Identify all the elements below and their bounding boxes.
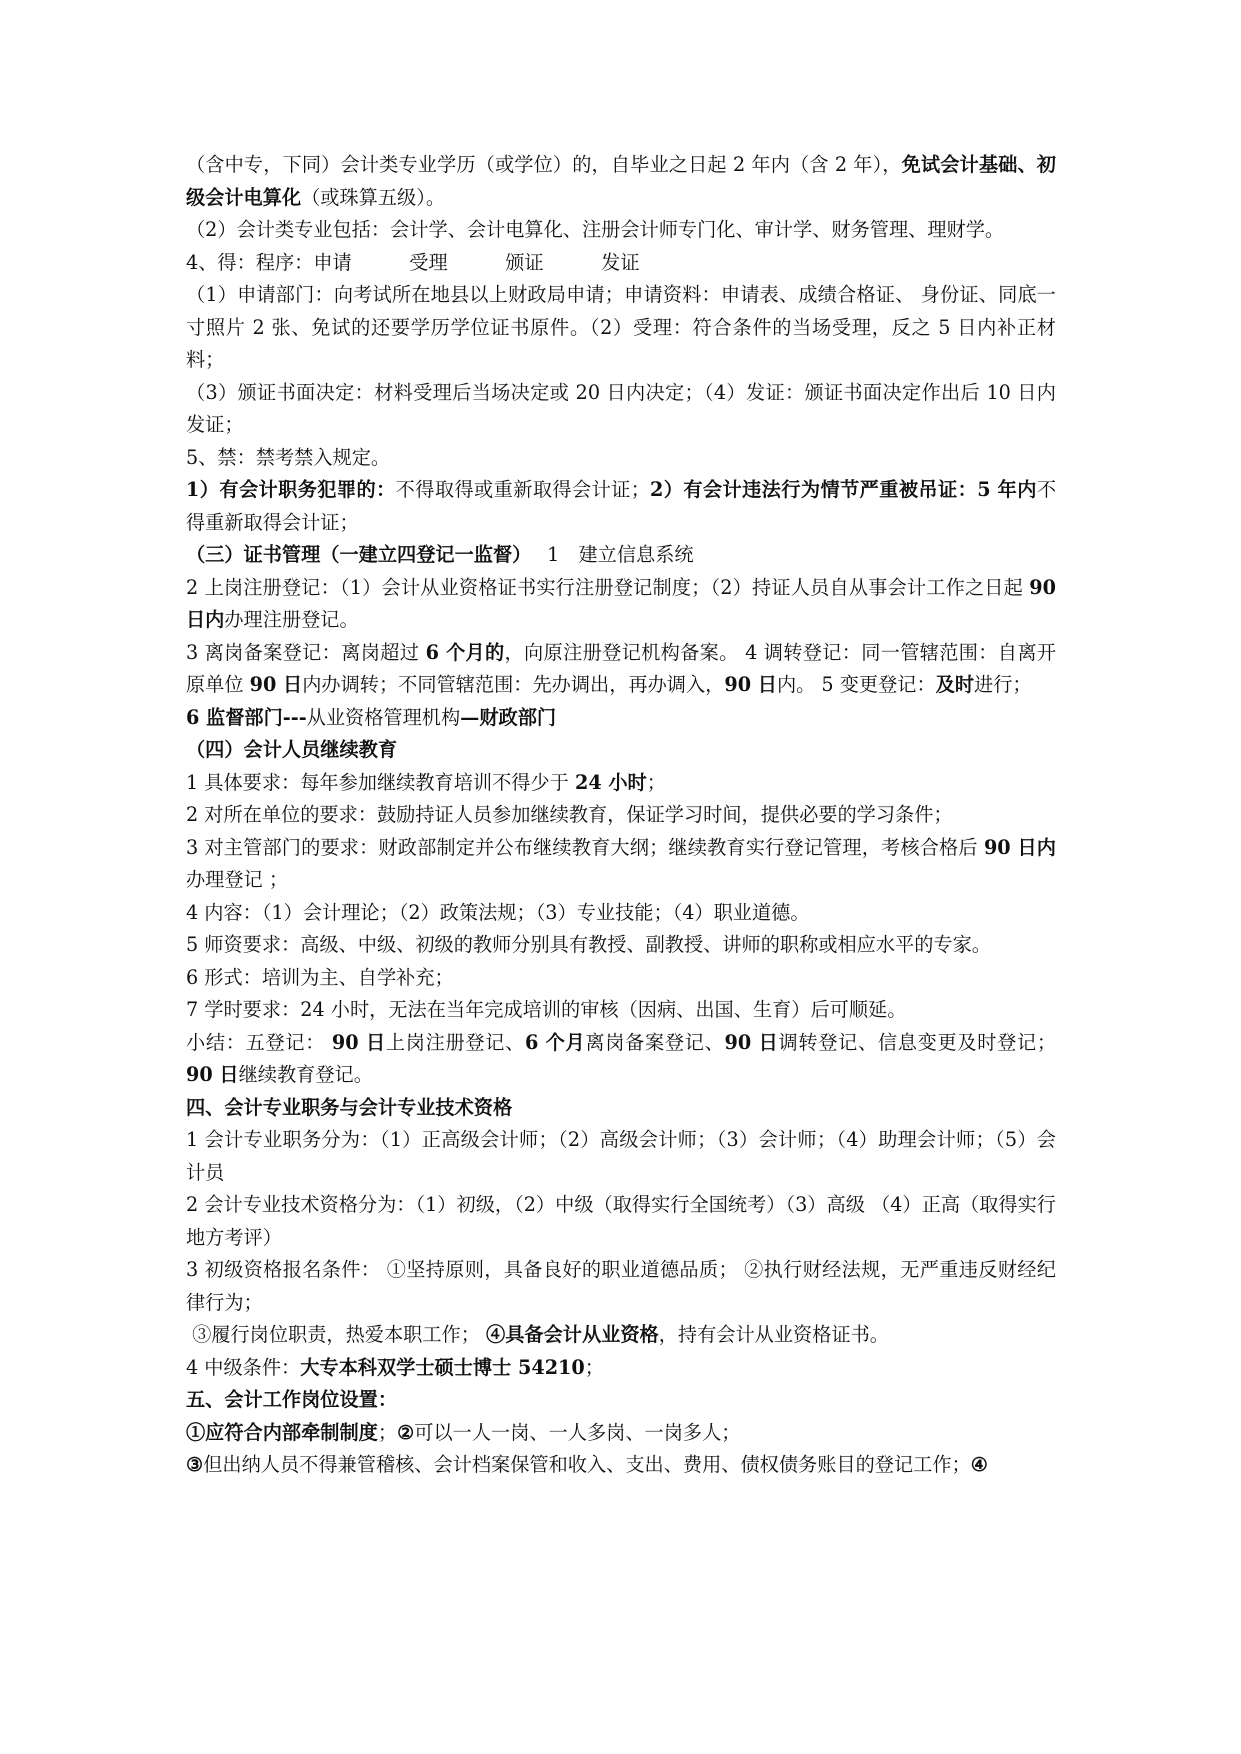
body-text: ； (377, 1420, 398, 1444)
bold-text: 1）有会计职务犯罪的： (186, 478, 396, 501)
bold-text: 2）有会计违法行为情节严重被吊证：5 年内 (649, 478, 1037, 501)
body-text: 不得取得或重新取得会计证； (395, 478, 650, 501)
body-text: （2）会计类专业包括：会计学、会计电算化、注册会计师专门化、审计学、财务管理、理财学。 (186, 218, 1005, 241)
paragraph (186, 897, 1056, 930)
paragraph (186, 1352, 1056, 1385)
bold-text: ④具备会计从业资格 (486, 1323, 659, 1346)
bold-text: 6 个月的 (425, 640, 505, 664)
bold-text: 四、会计专业职务与会计专业技术资格 (186, 1095, 513, 1119)
body-text: 进行； (974, 673, 1032, 696)
body-text: （3）颁证书面决定：材料受理后当场决定或 20 日内决定；（4）发证：颁证书面决定作出后 10 日内发证； (186, 380, 1056, 436)
body-text: 1 会计专业职务分为：（1）正高级会计师；（2）高级会计师；（3）会计师；（4）助理会计师；（5）会计员 (186, 1128, 1056, 1184)
paragraph (186, 1384, 1056, 1417)
body-text: 1 建立信息系统 (521, 543, 694, 566)
paragraph (186, 1449, 1056, 1482)
paragraph (186, 1254, 1056, 1319)
body-text: 4 内容：（1）会计理论；（2）政策法规；（3）专业技能；（4）职业道德。 (186, 900, 810, 924)
body-text: ； (584, 1355, 604, 1379)
paragraph (186, 442, 1056, 475)
body-text: 可以一人一岗、一人多岗、一岗多人； (414, 1420, 741, 1444)
body-text: 不得重新取得会计证； (186, 478, 1056, 534)
bold-text: （三）证书管理（一建立四登记一监督） (186, 543, 522, 566)
paragraph (186, 214, 1056, 247)
bold-text: 24 小时 (574, 770, 647, 794)
document-body (186, 149, 1063, 1482)
bold-text: 6 监督部门--- (186, 705, 307, 729)
body-text: 2 会计专业技术资格分为：（1）初级，（2）中级（取得实行全国统考）（3）高级 （4）正高（取得实行地方考评） (186, 1193, 1056, 1249)
body-text: 上岗注册登记、 (385, 1030, 525, 1054)
bold-text: 90 日 (186, 1063, 239, 1086)
bold-text: 90 日 (331, 1030, 386, 1054)
body-text: 7 学时要求：24 小时，无法在当年完成培训的审核（因病、出国、生育）后可顺延。 (186, 998, 907, 1021)
paragraph (186, 832, 1056, 897)
body-text: 调转登记、信息变更及时登记； (778, 1030, 1063, 1054)
body-text: 5、禁：禁考禁入规定。 (186, 445, 391, 469)
paragraph (186, 1189, 1056, 1254)
bold-text: 90 日内 (983, 835, 1056, 859)
bold-text: ④ (970, 1453, 988, 1476)
paragraph (186, 734, 1056, 767)
paragraph (186, 572, 1063, 637)
body-text: 内。 5 变更登记： (776, 673, 936, 696)
bold-text: 免试会计基础、初级会计电算化 (186, 153, 1056, 209)
bold-text: 及时 (935, 673, 975, 696)
body-text: 6 形式：培训为主、自学补充； (186, 965, 454, 989)
body-text: 3 对主管部门的要求：财政部制定并公布继续教育大纲；继续教育实行登记管理，考核合格后 (186, 835, 984, 859)
body-text: 2 上岗注册登记：（1）会计从业资格证书实行注册登记制度；（2）持证人员自从事会计工作之日起 (186, 575, 1030, 599)
paragraph (186, 377, 1056, 442)
bold-text: —财政部门 (460, 705, 557, 729)
body-text: 3 离岗备案登记：离岗超过 (186, 640, 426, 664)
bold-text: （四）会计人员继续教育 (186, 738, 398, 761)
body-text: ，持有会计从业资格证书。 (658, 1323, 889, 1346)
body-text: 3 初级资格报名条件： ①坚持原则，具备良好的职业道德品质； ②执行财经法规，无严重违反财经纪律行为； (186, 1258, 1056, 1314)
paragraph (186, 994, 1056, 1027)
body-text: 1 具体要求：每年参加继续教育培训不得少于 (186, 770, 575, 794)
body-text: 办理注册登记。 (224, 608, 359, 631)
bold-text: 90 日 (724, 673, 777, 696)
paragraph (186, 149, 1056, 214)
paragraph (186, 1319, 1056, 1352)
paragraph (186, 247, 1056, 280)
body-text: 办理登记 ； (186, 868, 289, 891)
bold-text: ③ (186, 1453, 204, 1476)
bold-text: 90 日 (249, 673, 303, 696)
paragraph (186, 637, 1056, 702)
body-text: （1）申请部门：向考试所在地县以上财政局申请；申请资料：申请表、成绩合格证、 身份证、同底一寸照片 2 张、免试的还要学历学位证书原件。（2）受理：符合条件的当场受理，反之 5 日内补正材料； (186, 283, 1056, 371)
paragraph (186, 962, 1056, 995)
body-text: ③履行岗位职责，热爱本职工作； (186, 1323, 487, 1346)
paragraph (186, 1027, 1063, 1092)
body-text: 从业资格管理机构 (306, 705, 461, 729)
paragraph (186, 539, 1056, 572)
body-text: ，向原注册登记机构备案。 4 调转登记：同一管辖范围：自离开原单位 (186, 640, 1057, 696)
body-text: 小结：五登记： (186, 1030, 332, 1054)
body-text: （含中专，下同）会计类专业学历（或学位）的，自毕业之日起 2 年内（含 2 年）， (186, 153, 902, 176)
paragraph (186, 474, 1056, 539)
body-text: 内办调转；不同管辖范围：先办调出，再办调入， (302, 673, 725, 696)
bold-text: ② (397, 1420, 415, 1444)
body-text: 离岗备案登记、 (585, 1030, 725, 1054)
paragraph (186, 1092, 1056, 1125)
body-text: 2 对所在单位的要求：鼓励持证人员参加继续教育，保证学习时间，提供必要的学习条件； (186, 803, 953, 826)
bold-text: 大专本科双学士硕士博士 54210 (300, 1355, 585, 1379)
paragraph (186, 1124, 1056, 1189)
bold-text: 90 日内 (186, 575, 1063, 631)
paragraph (186, 767, 1056, 800)
bold-text: ①应符合内部牵制制度 (186, 1420, 378, 1444)
body-text: 4 中级条件： (186, 1355, 301, 1379)
bold-text: 五、会计工作岗位设置： (186, 1388, 398, 1411)
body-text: 5 师资要求：高级、中级、初级的教师分别具有教授、副教授、讲师的职称或相应水平的专家。 (186, 933, 991, 956)
paragraph (186, 1417, 1056, 1450)
body-text: 但出纳人员不得兼管稽核、会计档案保管和收入、支出、费用、债权债务账目的登记工作； (203, 1453, 971, 1476)
body-text: ； (646, 770, 666, 794)
paragraph (186, 799, 1056, 832)
bold-text: 90 日 (724, 1030, 779, 1054)
bold-text: 6 个月 (524, 1030, 586, 1054)
paragraph (186, 279, 1056, 377)
body-text: （或珠算五级）。 (301, 185, 446, 209)
paragraph (186, 929, 1056, 962)
body-text: 继续教育登记。 (238, 1063, 373, 1086)
paragraph (186, 702, 1056, 735)
body-text: 4、得：程序：申请 受理 颁证 发证 (186, 250, 640, 274)
